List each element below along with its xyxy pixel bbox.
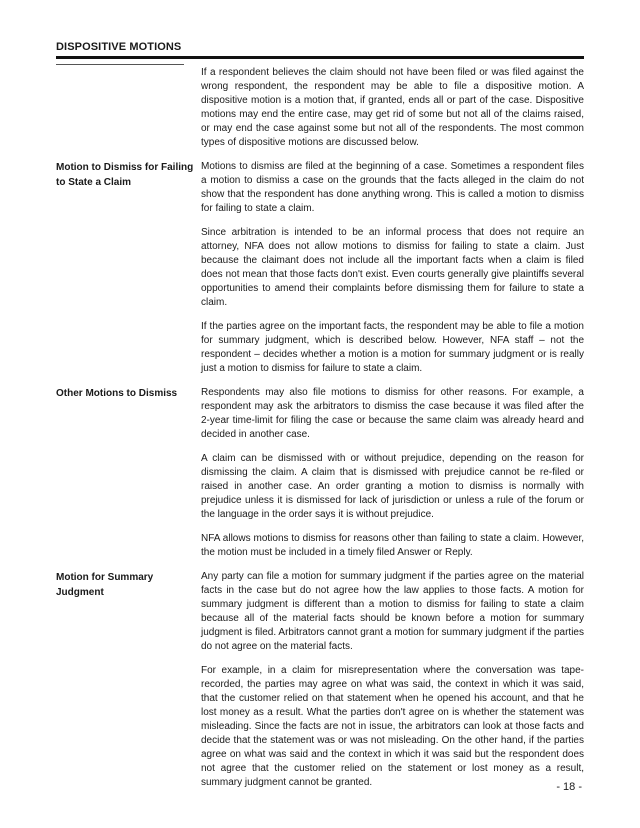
section-text xyxy=(201,570,584,800)
motion-to-dismiss-section xyxy=(56,160,584,386)
paragraph: If the parties agree on the important facts, the respondent may be able to file a motion for summary judgment, which is described below. However, NFA staff – not the respondent – decides whether a motion is a motion for summary judgment or is really just a motion to dismiss for failure to state a claim. xyxy=(201,321,584,374)
header-rule xyxy=(56,56,584,59)
page-number: - 18 - xyxy=(556,781,582,793)
document-body xyxy=(56,66,584,800)
side-heading: Other Motions to Dismiss xyxy=(56,388,178,399)
intro-divider xyxy=(56,64,184,65)
section-header-title: DISPOSITIVE MOTIONS xyxy=(56,41,182,53)
paragraph: For example, in a claim for misrepresentation where the conversation was tape-recorded, the parties may agree on what was said, the context in which it was said, that the customer relied on that statement when he opened his account, and that he lost money as a result. What the parties don't agree on is whether the statement was misleading. Since the facts are not in issue, the arbitrators can look at those facts and decide that the statement was or was not misleading. On the other hand, if the parties agree on what was said and the context in which it was said but the respondent does not agree that the customer relied on the statement or lost money as a result, summary judgment cannot be granted. xyxy=(201,665,584,788)
paragraph: A claim can be dismissed with or without prejudice, depending on the reason for dismissing the claim. A claim that is dismissed with prejudice cannot be re-filed or raised in another case. An order granting a motion to dismiss is normally with prejudice unless it is dismissed for lack of jurisdiction or unless a rule of the forum or the language in the order says it is without prejudice. xyxy=(201,453,584,520)
paragraph: NFA allows motions to dismiss for reasons other than failing to state a claim. However, the motion must be included in a timely filed Answer or Reply. xyxy=(201,533,584,558)
paragraph: If a respondent believes the claim should not have been filed or was filed against the wrong respondent, the respondent may be able to file a dispositive motion. A dispositive motion is a motion that, if granted, ends all or part of the case. Dispositive motions may end the entire case, may get rid of some but not all of the claims raised, or may end the case against some but not all of the respondents. The most common types of dispositive motions are discussed below. xyxy=(201,67,584,148)
side-heading: Motion to Dismiss for Failing to State a Claim xyxy=(56,162,194,188)
intro-section xyxy=(56,66,584,160)
side-heading xyxy=(56,66,201,160)
section-text xyxy=(201,66,584,160)
paragraph: Respondents may also file motions to dismiss for other reasons. For example, a respondent may ask the arbitrators to dismiss the case because it was filed after the 2-year time-limit for filing the case or because the same claim was already heard and decided in another case. xyxy=(201,387,584,440)
section-text xyxy=(201,160,584,386)
paragraph: Since arbitration is intended to be an informal process that does not require an attorney, NFA does not allow motions to dismiss for failing to state a claim. Just because the claimant does not include all the important facts when a claim is filed does not mean that those facts don't exist. Even courts generally give plaintiffs several opportunities to amend their complaints before dismissing them for failure to state a claim. xyxy=(201,227,584,308)
other-motions-section xyxy=(56,386,584,570)
section-text xyxy=(201,386,584,570)
summary-judgment-section xyxy=(56,570,584,800)
paragraph: Motions to dismiss are filed at the beginning of a case. Sometimes a respondent files a motion to dismiss a case on the grounds that the facts alleged in the claim do not show that the respondent has done anything wrong. This is called a motion to dismiss for failing to state a claim. xyxy=(201,161,584,214)
side-heading: Motion for Summary Judgment xyxy=(56,572,154,598)
paragraph: Any party can file a motion for summary judgment if the parties agree on the material facts in the case but do not agree how the law applies to those facts. A motion for summary judgment is different than a motion to dismiss for failing to state a claim because all of the material facts should be known before a motion for summary judgment is filed. Arbitrators cannot grant a motion for summary judgment if the parties do not agree on the material facts. xyxy=(201,571,584,652)
